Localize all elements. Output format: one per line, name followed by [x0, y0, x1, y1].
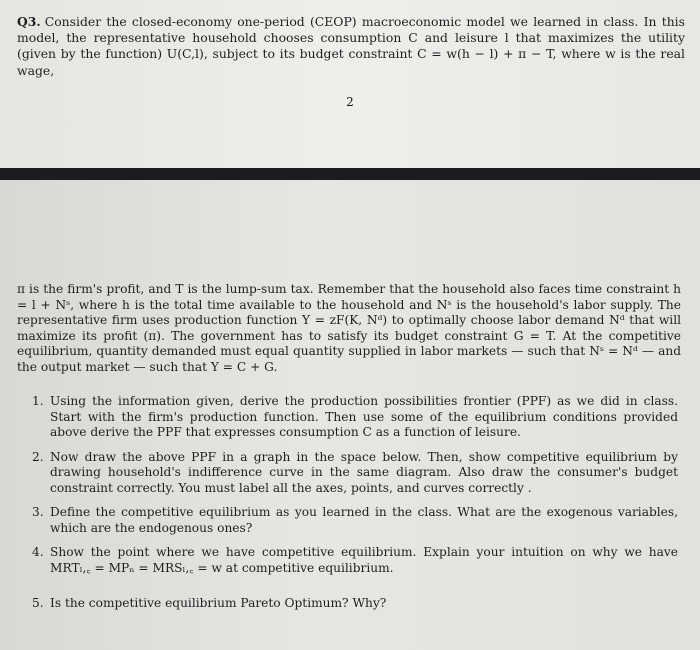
- page-divider: [0, 168, 700, 180]
- sub-question-5: [32, 596, 678, 612]
- sub-question-list: [32, 394, 678, 621]
- question-intro-text: Consider the closed-economy one-period (CEOP) macroeconomic model we learned in class. In this model, the representative household chooses consumption C and leisure l that maximizes the utility (given by the function) U(C,l), subject to its budget constraint C = w(h − l) + π − T, where w is the real wage,: [17, 14, 685, 78]
- sub-question-number: 3.: [32, 505, 44, 519]
- sub-question-4: [32, 545, 678, 576]
- sub-question-text: Is the competitive equilibrium Pareto Optimum? Why?: [50, 596, 387, 610]
- question-number: Q3.: [17, 14, 41, 29]
- sub-question-3: [32, 505, 678, 536]
- sub-question-text: Now draw the above PPF in a graph in the space below. Then, show competitive equilibrium by drawing household's indifference curve in the same diagram. Also draw the consumer's budget constraint correctly. You must label all the axes, points, and curves correctly .: [50, 449, 678, 495]
- continuation-paragraph: π is the firm's profit, and T is the lump-sum tax. Remember that the household also faces time constraint h = l + Nˢ, where h is the total time available to the household and Nˢ is the household's labor supply. The representative firm uses production function Y = zF(K, Nᵈ) to optimally choose labor demand Nᵈ that will maximize its profit (π). The government has to satisfy its budget constraint G = T. At the competitive equilibrium, quantity demanded must equal quantity supplied in labor markets — such that Nˢ = Nᵈ — and the output market — such that Y = C + G.: [17, 282, 681, 374]
- sub-question-text: Using the information given, derive the production possibilities frontier (PPF) as we did in class. Start with the firm's production function. Then use some of the equilibrium conditions provided above derive the PPF that expresses consumption C as a function of leisure.: [50, 394, 678, 439]
- sub-question-2: [32, 450, 678, 497]
- sub-question-number: 5.: [32, 596, 44, 610]
- sub-question-text: Show the point where we have competitive equilibrium. Explain your intuition on why we have MRTₗ,꜀ = MPₙ = MRSₗ,꜀ = w at competitive equilibrium.: [50, 545, 678, 575]
- question-intro: [17, 14, 685, 79]
- sub-question-number: 2.: [32, 449, 44, 464]
- sub-question-number: 4.: [32, 545, 44, 559]
- page-top-sheet: [0, 0, 700, 168]
- sub-question-1: [32, 394, 678, 441]
- sub-question-number: 1.: [32, 394, 44, 408]
- page-number: 2: [346, 95, 354, 109]
- sub-question-text: Define the competitive equilibrium as you learned in the class. What are the exogenous variables, which are the endogenous ones?: [50, 505, 678, 535]
